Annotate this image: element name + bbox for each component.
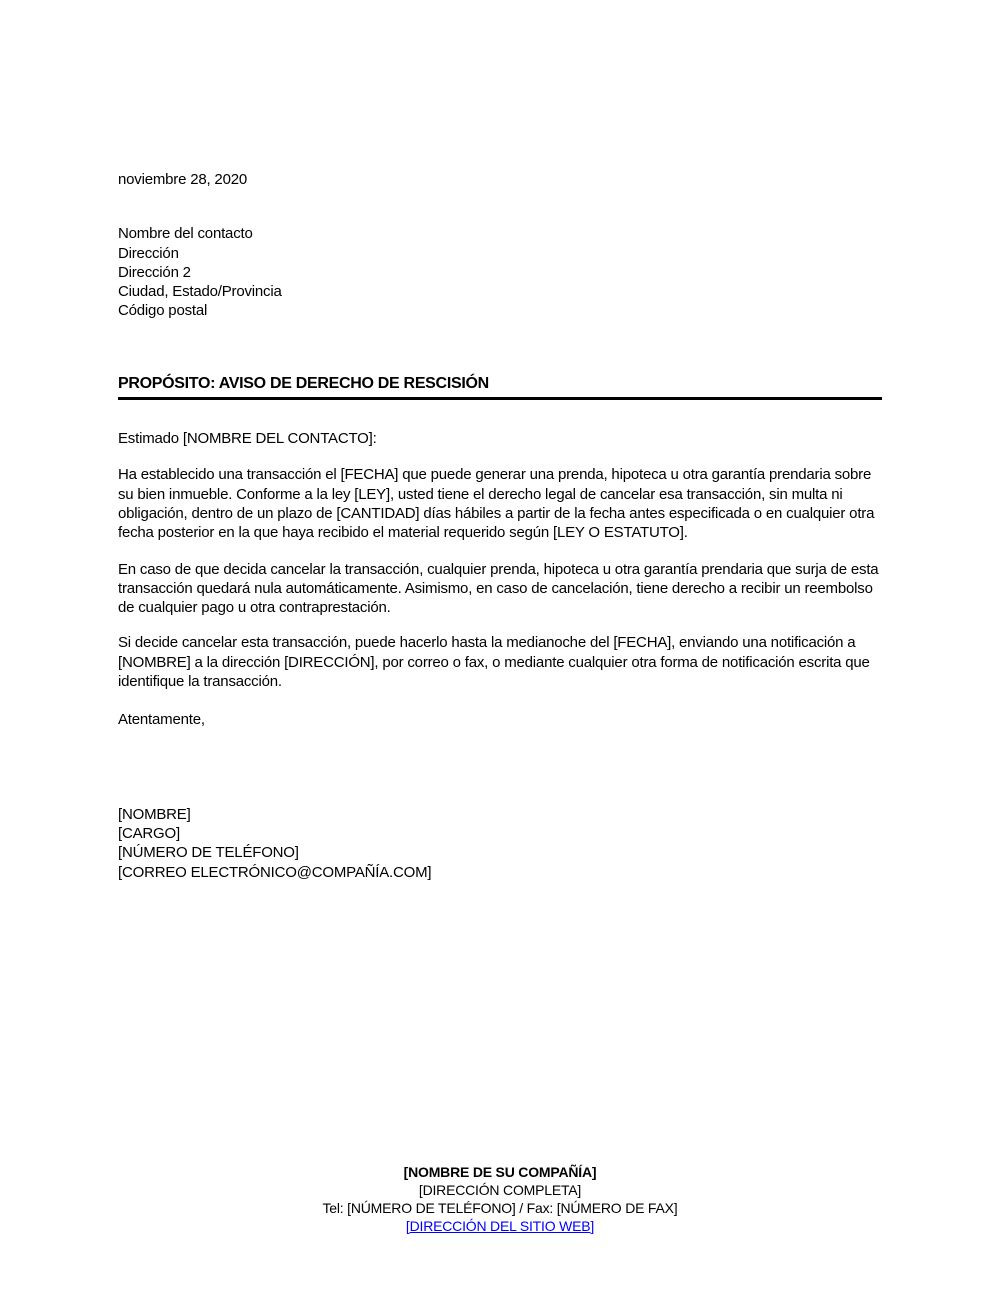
body-paragraph-2: En caso de que decida cancelar la transacción, cualquier prenda, hipoteca u otra garantía prendaria que surja de esta transacción quedará nula automáticamente. Asimismo, en caso de cancelación, tiene derecho a recibir un reembolso de cualquier pago u otra contraprestación. bbox=[118, 560, 879, 617]
recipient-city-state: Ciudad, Estado/Provincia bbox=[118, 283, 282, 301]
footer-phone-fax: Tel: [NÚMERO DE TELÉFONO] / Fax: [NÚMERO DE FAX] bbox=[322, 1200, 678, 1216]
signature-block bbox=[118, 805, 882, 882]
body-paragraph-1: Ha establecido una transacción el [FECHA] que puede generar una prenda, hipoteca u otra garantía prendaria sobre su bien inmueble. Conforme a la ley [LEY], usted tiene el derecho legal de cancelar esa transacción, sin multa ni obligación, dentro de un plazo de [CANTIDAD] días hábiles a partir de la fecha antes especificada o en cualquier otra fecha posterior en la que haya recibido el material requerido según [LEY O ESTATUTO]. bbox=[118, 466, 875, 542]
company-footer bbox=[0, 1163, 1000, 1235]
footer-company-name: [NOMBRE DE SU COMPAÑÍA] bbox=[403, 1164, 597, 1180]
letter-date: noviembre 28, 2020 bbox=[118, 171, 247, 188]
letter-content bbox=[118, 0, 882, 882]
recipient-address-line-2: Dirección 2 bbox=[118, 263, 191, 281]
heading-divider bbox=[118, 397, 882, 400]
signature-name: [NOMBRE] bbox=[118, 805, 191, 823]
footer-website-row bbox=[0, 1217, 1000, 1235]
recipient-postal-code: Código postal bbox=[118, 302, 208, 320]
signature-phone: [NÚMERO DE TELÉFONO] bbox=[118, 844, 299, 862]
closing-salutation: Atentamente, bbox=[118, 711, 205, 729]
signature-email: [CORREO ELECTRÓNICO@COMPAÑÍA.COM] bbox=[118, 863, 432, 881]
body-paragraph-3: Si decide cancelar esta transacción, puede hacerlo hasta la medianoche del [FECHA], enviando una notificación a [NOMBRE] a la dirección [DIRECCIÓN], por correo o fax, o mediante cualquier otra forma de notificación escrita que identifique la transacción. bbox=[118, 634, 870, 691]
recipient-name: Nombre del contacto bbox=[118, 225, 253, 243]
subject-heading: PROPÓSITO: AVISO DE DERECHO DE RESCISIÓN bbox=[118, 374, 489, 392]
website-link[interactable]: [DIRECCIÓN DEL SITIO WEB] bbox=[405, 1218, 595, 1234]
footer-company-address: [DIRECCIÓN COMPLETA] bbox=[418, 1182, 582, 1198]
signature-title: [CARGO] bbox=[118, 824, 180, 842]
recipient-address-block bbox=[118, 224, 882, 320]
salutation: Estimado [NOMBRE DEL CONTACTO]: bbox=[118, 430, 377, 448]
recipient-address-line-1: Dirección bbox=[118, 244, 179, 262]
